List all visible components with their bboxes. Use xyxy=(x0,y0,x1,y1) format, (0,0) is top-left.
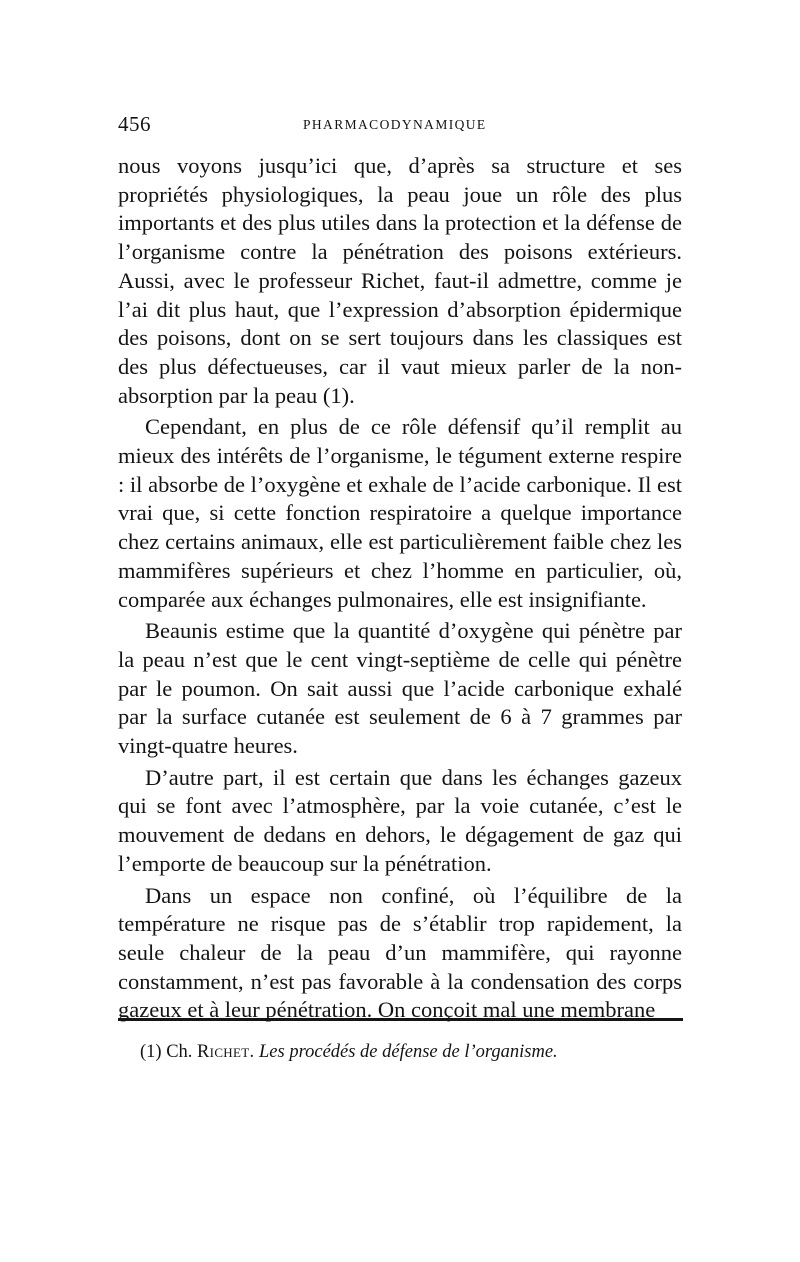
page-number: 456 xyxy=(118,112,151,136)
paragraph-1: nous voyons jusqu’ici que, d’après sa structure et ses propriétés physiologiques, la peau joue un rôle des plus importants et des plus utiles dans la protection et la défense de l’organisme contre la pénétration des poisons extérieurs. Aussi, avec le professeur Richet, faut-il admettre, comme je l’ai dit plus haut, que l’expression d’absorption épidermique des poisons, dont on se sert toujours dans les classiques est des plus défectueuses, car il vaut mieux parler de la non-absorption par la peau (1). xyxy=(118,153,682,408)
footnote-rule xyxy=(118,1018,683,1021)
footnote-author: Richet. xyxy=(197,1042,255,1062)
running-head: PHARMACODYNAMIQUE xyxy=(303,117,487,132)
paragraph-2: Cependant, en plus de ce rôle défensif qu’il remplit au mieux des intérêts de l’organisme, le tégument externe respire : il absorbe de l’oxygène et exhale de l’acide carbonique. Il est vrai que, si cette fonction respiratoire a quelque importance chez certains animaux, elle est particulièrement faible chez les mammifères supérieurs et chez l’homme en particulier, où, comparée aux échanges pulmonaires, elle est insignifiante. xyxy=(118,414,682,612)
page-header xyxy=(118,112,684,142)
body-text xyxy=(118,152,682,1025)
paragraph-5: Dans un espace non confiné, où l’équilibre de la température ne risque pas de s’établir trop rapidement, la seule chaleur de la peau d’un mammifère, qui rayonne constamment, n’est pas favorable à la condensation des corps gazeux et à leur pénétration. On conçoit mal une membrane xyxy=(118,882,682,1023)
paragraph-4: D’autre part, il est certain que dans les échanges gazeux qui se font avec l’atmosphère, par la voie cutanée, c’est le mouvement de dedans en dehors, le dégagement de gaz qui l’emporte de beaucoup sur la pénétration. xyxy=(118,764,682,876)
footnote xyxy=(140,1040,558,1064)
footnote-marker: (1) Ch. xyxy=(140,1042,193,1062)
paragraph-3: Beaunis estime que la quantité d’oxygène qui pénètre par la peau n’est que le cent vingt-septième de celle qui pénètre par le poumon. On sait aussi que l’acide carbonique exhalé par la surface cutanée est seulement de 6 à 7 grammes par vingt-quatre heures. xyxy=(118,618,682,759)
footnote-title: Les procédés de défense de l’organisme. xyxy=(259,1042,558,1062)
